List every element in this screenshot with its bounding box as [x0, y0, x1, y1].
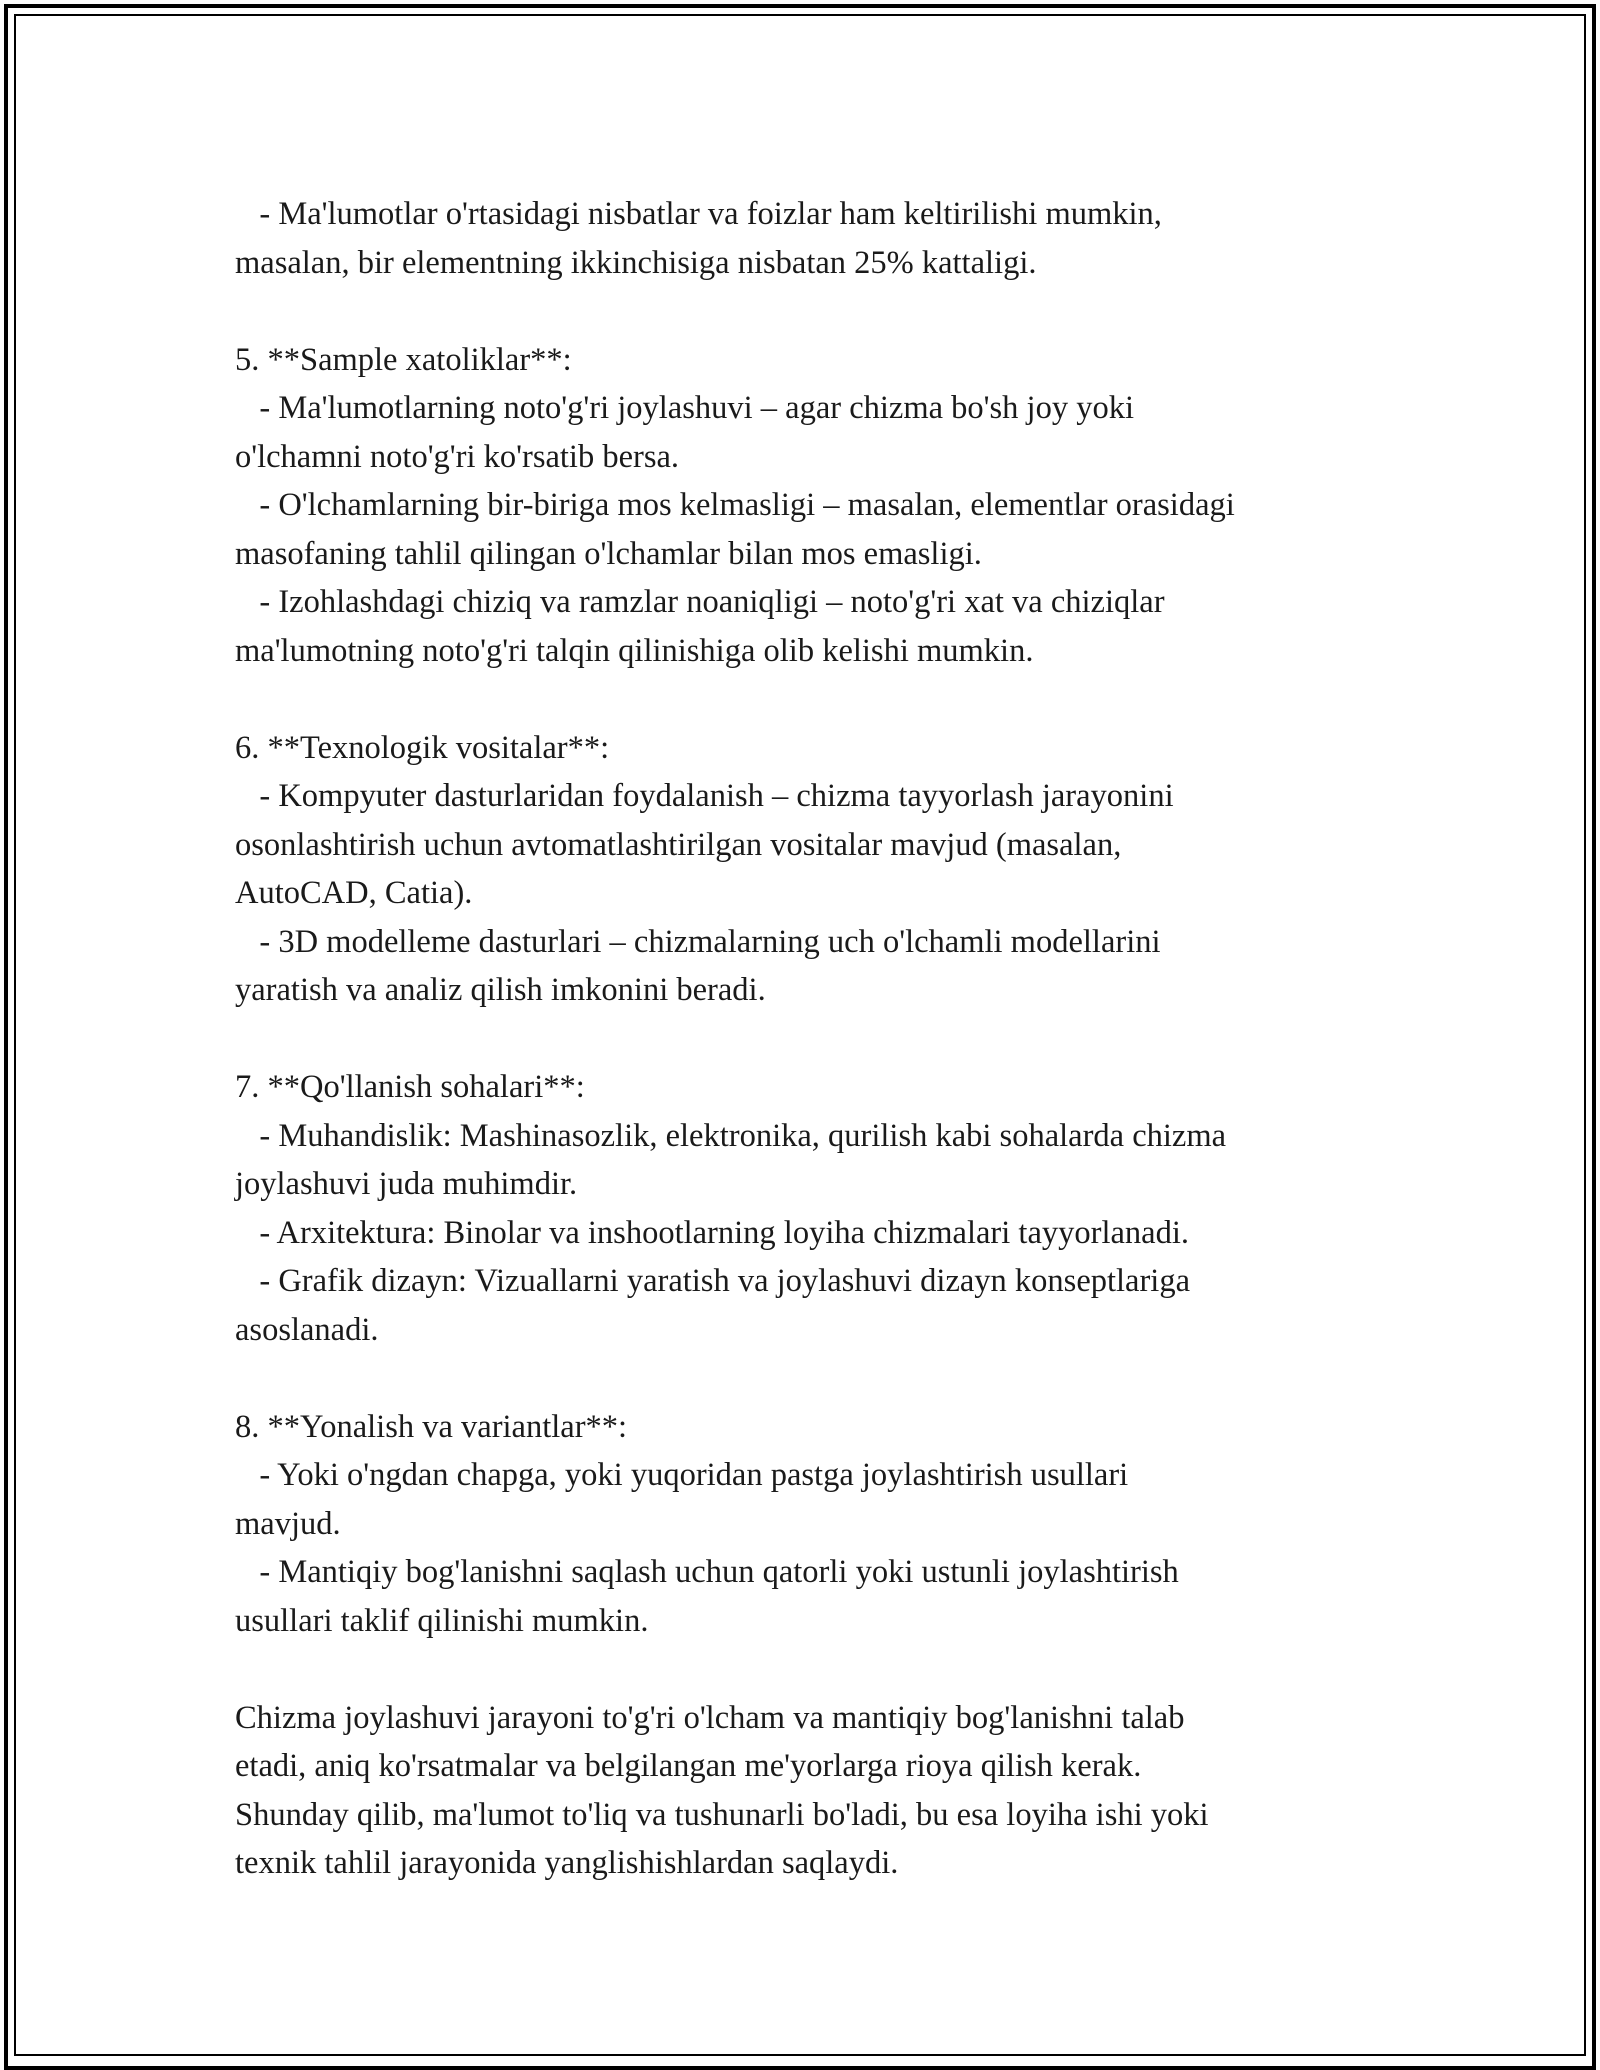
text-line: ma'lumotning noto'g'ri talqin qilinishiga olib kelishi mumkin. — [235, 632, 1034, 669]
text-line: - Kompyuter dasturlaridan foydalanish – chizma tayyorlash jarayonini — [235, 778, 1174, 814]
text-line: usullari taklif qilinishi mumkin. — [235, 1602, 649, 1639]
text-line: - O'lchamlarning bir-biriga mos kelmasligi – masalan, elementlar orasidagi — [235, 487, 1235, 523]
conclusion-line: texnik tahlil jarayonida yanglishishlardan saqlaydi. — [235, 1845, 899, 1881]
text-line: yaratish va analiz qilish imkonini beradi. — [235, 972, 766, 1008]
blank-line — [235, 1015, 1415, 1064]
text-line: osonlashtirish uchun avtomatlashtirilgan vositalar mavjud (masalan, — [235, 826, 1122, 863]
text-line: - Izohlashdagi chiziq va ramzlar noaniqligi – noto'g'ri xat va chiziqlar — [235, 584, 1165, 620]
text-line: masalan, bir elementning ikkinchisiga nisbatan 25% kattaligi. — [235, 244, 1037, 281]
text-line: mavjud. — [235, 1505, 341, 1542]
blank-line — [235, 675, 1415, 724]
section-heading: 5. **Sample xatoliklar**: — [235, 341, 572, 378]
blank-line — [235, 1645, 1415, 1694]
blank-line — [235, 1354, 1415, 1403]
conclusion-line: Chizma joylashuvi jarayoni to'g'ri o'lcham va mantiqiy bog'lanishni talab — [235, 1699, 1185, 1736]
section-heading: 7. **Qo'llanish sohalari**: — [235, 1069, 585, 1105]
section-heading: 6. **Texnologik vositalar**: — [235, 729, 610, 766]
text-line: - Arxitektura: Binolar va inshootlarning loyiha chizmalari tayyorlanadi. — [235, 1214, 1189, 1251]
section-heading: 8. **Yonalish va variantlar**: — [235, 1408, 628, 1445]
text-line: - 3D modelleme dasturlari – chizmalarning uch o'lchamli modellarini — [235, 923, 1161, 960]
text-line: joylashuvi juda muhimdir. — [235, 1166, 578, 1202]
text-line: - Muhandislik: Mashinasozlik, elektronika, qurilish kabi sohalarda chizma — [235, 1117, 1227, 1154]
text-line: masofaning tahlil qilingan o'lchamlar bilan mos emasligi. — [235, 535, 982, 572]
document-body — [235, 190, 1415, 1888]
text-line: AutoCAD, Catia). — [235, 875, 473, 911]
text-line: - Grafik dizayn: Vizuallarni yaratish va joylashuvi dizayn konseptlariga — [235, 1263, 1191, 1299]
text-line: o'lchamni noto'g'ri ko'rsatib bersa. — [235, 438, 680, 475]
blank-line — [235, 287, 1415, 336]
text-line: - Ma'lumotlarning noto'g'ri joylashuvi – agar chizma bo'sh joy yoki — [235, 390, 1134, 426]
text-line: - Yoki o'ngdan chapga, yoki yuqoridan pastga joylashtirish usullari — [235, 1457, 1129, 1493]
conclusion-line: etadi, aniq ko'rsatmalar va belgilangan me'yorlarga rioya qilish kerak. — [235, 1748, 1142, 1784]
text-line: - Mantiqiy bog'lanishni saqlash uchun qatorli yoki ustunli joylashtirish — [235, 1554, 1179, 1590]
conclusion-line: Shunday qilib, ma'lumot to'liq va tushunarli bo'ladi, bu esa loyiha ishi yoki — [235, 1796, 1209, 1833]
text-line: - Ma'lumotlar o'rtasidagi nisbatlar va foizlar ham keltirilishi mumkin, — [235, 196, 1162, 232]
text-line: asoslanadi. — [235, 1311, 379, 1348]
